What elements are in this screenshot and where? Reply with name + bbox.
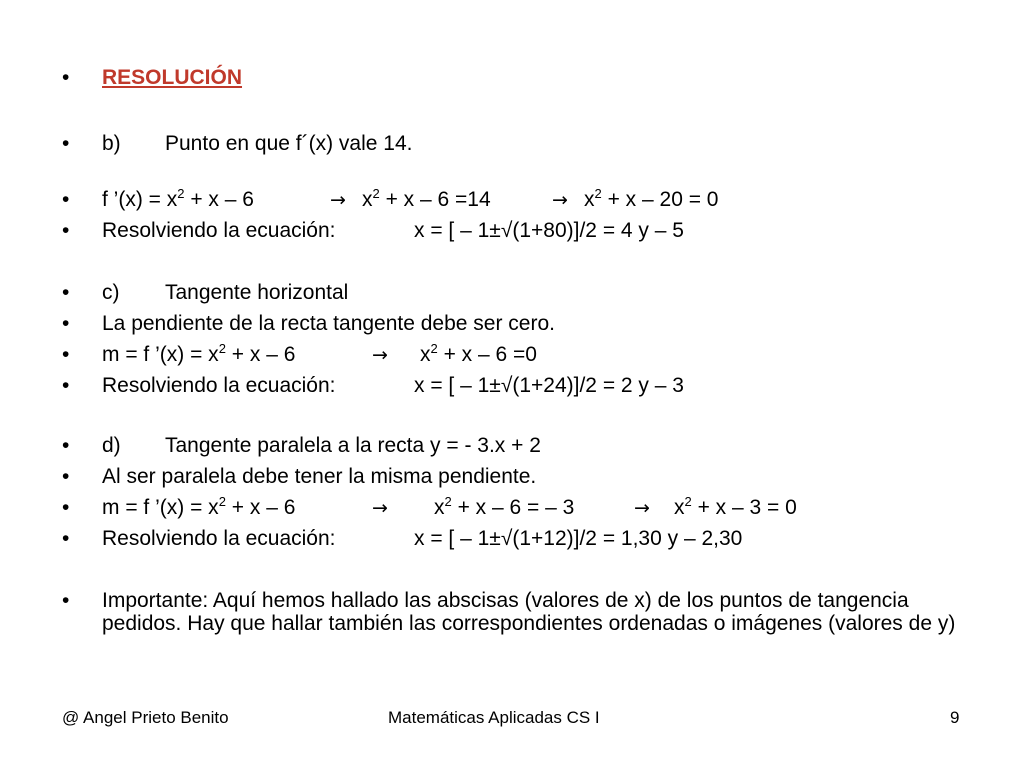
part-d-eq-1: m = f ’(x) = $x^2 + x - 6$ [102,494,296,519]
derivative-part-3: $x^2 + x - 20 = 0$ [584,186,719,211]
important-note: Importante: Aquí hemos hallado las abscisas (valores de x) de los puntos de tangencia pedidos. Hay que hallar también las correspondientes ordenadas o imágenes (valores de y) [102,589,956,635]
bullet: • [62,589,70,612]
bullet: • [62,188,70,211]
bullet: • [62,496,70,519]
bullet: • [62,343,70,366]
arrow-icon: → [330,189,346,211]
arrow-icon: → [372,497,388,519]
bullet: • [62,374,70,397]
derivative-part-2: $x^2 + x - 6 =14$ [362,186,491,211]
footer-course: Matemáticas Aplicadas CS I [388,708,600,727]
part-c-eq-1: m = f ’(x) = $x^2 + x - 6$ [102,341,296,366]
footer-page-number: 9 [950,708,960,727]
bullet: • [62,66,70,89]
part-c-label: c) [102,281,120,304]
part-c-eq-2: $x^2 + x - 6 =0$ [420,341,537,366]
solve-prefix: Resolviendo la ecuación: [102,374,336,397]
part-b-label: b) [102,132,121,155]
bullet: • [62,219,70,242]
solve-result-1: x = [ – 1±√(1+80)]/2 = 4 y – 5 [414,219,684,242]
part-d-label: d) [102,434,121,457]
bullet: • [62,132,70,155]
arrow-icon: → [372,344,388,366]
bullet: • [62,465,70,488]
part-d-eq-2: $x^2 + x - 6$ = – 3 [434,494,575,519]
arrow-icon: → [634,497,650,519]
solve-result-2: x = [ – 1±√(1+24)]/2 = 2 y – 3 [414,374,684,397]
solve-result-3: x = [ – 1±√(1+12)]/2 = 1,30 y – 2,30 [414,527,743,550]
arrow-icon: → [552,189,568,211]
bullet: • [62,434,70,457]
bullet: • [62,312,70,335]
solve-prefix: Resolviendo la ecuación: [102,219,336,242]
bullet: • [62,281,70,304]
part-c-slope-text: La pendiente de la recta tangente debe ser cero. [102,312,555,335]
bullet: • [62,527,70,550]
part-d-parallel-text: Al ser paralela debe tener la misma pendiente. [102,465,537,488]
footer-author: @ Angel Prieto Benito [62,708,229,727]
part-b-text: Punto en que f´(x) vale 14. [165,132,413,155]
derivative-part-1: f ’(x) = $x^2 + x - 6$ [102,186,254,211]
part-d-text: Tangente paralela a la recta y = - 3.x + 2 [165,434,541,457]
solve-prefix: Resolviendo la ecuación: [102,527,336,550]
resolution-title: RESOLUCIÓN [102,66,243,89]
part-c-text: Tangente horizontal [165,281,349,304]
part-d-eq-3: $x^2 + x - 3 = 0$ [674,494,797,519]
